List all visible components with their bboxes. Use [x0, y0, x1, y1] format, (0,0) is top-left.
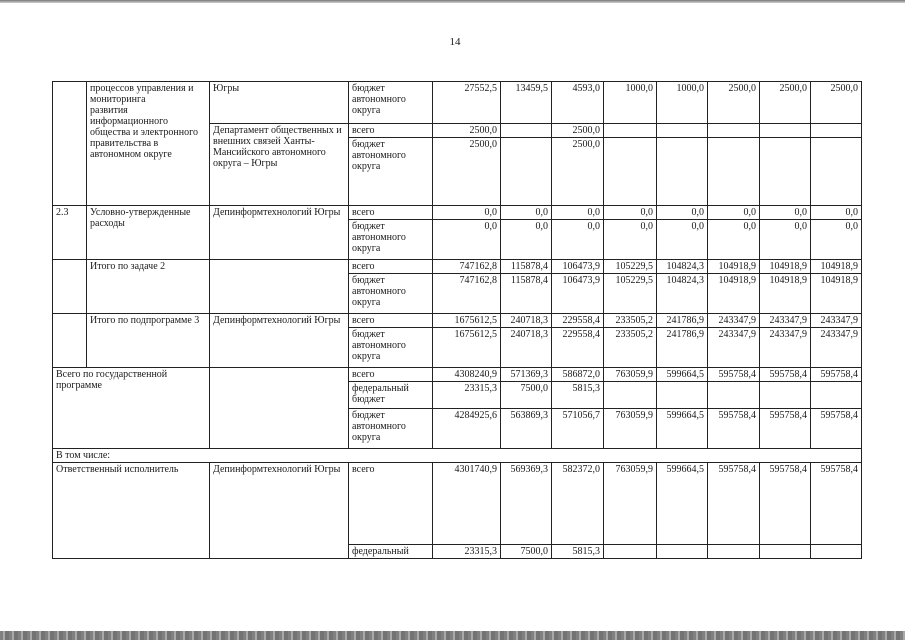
value-cell: 241786,9: [657, 314, 708, 328]
value-cell: 243347,9: [760, 314, 811, 328]
value-cell: 0,0: [552, 220, 604, 260]
funding-source-cell: бюджет автономного округа: [349, 138, 433, 206]
value-cell: 243347,9: [811, 328, 862, 368]
measure-name-cell: Условно-утвержденные расходы: [87, 206, 210, 260]
table-row: [53, 314, 862, 328]
value-cell: 243347,9: [708, 328, 760, 368]
scan-top-edge: [0, 0, 905, 3]
value-cell: [604, 124, 657, 138]
value-cell: 763059,9: [604, 463, 657, 545]
value-cell: 763059,9: [604, 368, 657, 382]
value-cell: [708, 138, 760, 206]
value-cell: 2500,0: [760, 82, 811, 124]
executor-cell: [210, 260, 349, 314]
value-cell: 595758,4: [708, 463, 760, 545]
value-cell: 104918,9: [708, 260, 760, 274]
value-cell: 4308240,9: [433, 368, 501, 382]
value-cell: 104824,3: [657, 274, 708, 314]
value-cell: 229558,4: [552, 328, 604, 368]
executor-cell: Депинформтехнологий Югры: [210, 314, 349, 368]
value-cell: 241786,9: [657, 328, 708, 368]
value-cell: [760, 138, 811, 206]
value-cell: 1000,0: [657, 82, 708, 124]
value-cell: 4301740,9: [433, 463, 501, 545]
value-cell: [501, 138, 552, 206]
value-cell: 0,0: [552, 206, 604, 220]
value-cell: 104918,9: [708, 274, 760, 314]
table-row: [53, 463, 862, 545]
value-cell: [604, 382, 657, 409]
value-cell: 243347,9: [760, 328, 811, 368]
value-cell: 563869,3: [501, 409, 552, 449]
value-cell: 569369,3: [501, 463, 552, 545]
value-cell: [708, 382, 760, 409]
value-cell: 7500,0: [501, 382, 552, 409]
value-cell: 582372,0: [552, 463, 604, 545]
value-cell: [604, 545, 657, 559]
value-cell: 595758,4: [760, 368, 811, 382]
value-cell: 0,0: [760, 206, 811, 220]
value-cell: 104918,9: [760, 274, 811, 314]
value-cell: 0,0: [604, 206, 657, 220]
value-cell: 104918,9: [811, 260, 862, 274]
value-cell: 2500,0: [552, 124, 604, 138]
value-cell: [657, 138, 708, 206]
funding-source-cell: федеральный бюджет: [349, 382, 433, 409]
funding-source-cell: федеральный: [349, 545, 433, 559]
value-cell: 23315,3: [433, 545, 501, 559]
total-label-cell: Всего по государственной программе: [53, 368, 210, 449]
value-cell: 233505,2: [604, 328, 657, 368]
funding-source-cell: бюджет автономного округа: [349, 274, 433, 314]
value-cell: 0,0: [811, 206, 862, 220]
funding-source-cell: бюджет автономного округа: [349, 82, 433, 124]
value-cell: 747162,8: [433, 274, 501, 314]
executor-cell: Департамент общественных и внешних связей Ханты-Мансийского автономного округа – Югры: [210, 124, 349, 206]
value-cell: 240718,3: [501, 314, 552, 328]
value-cell: 595758,4: [708, 409, 760, 449]
table-row: [53, 82, 862, 124]
value-cell: 595758,4: [811, 463, 862, 545]
table-row: [53, 206, 862, 220]
value-cell: 105229,5: [604, 260, 657, 274]
measure-name-cell: Итого по подпрограмме 3: [87, 314, 210, 368]
value-cell: 2500,0: [433, 124, 501, 138]
value-cell: [760, 382, 811, 409]
funding-source-cell: всего: [349, 206, 433, 220]
value-cell: 0,0: [708, 220, 760, 260]
value-cell: 4593,0: [552, 82, 604, 124]
funding-source-cell: всего: [349, 314, 433, 328]
value-cell: 599664,5: [657, 368, 708, 382]
executor-cell: Югры: [210, 82, 349, 124]
value-cell: 571369,3: [501, 368, 552, 382]
value-cell: 4284925,6: [433, 409, 501, 449]
value-cell: 106473,9: [552, 274, 604, 314]
value-cell: 105229,5: [604, 274, 657, 314]
budget-table: [52, 81, 862, 559]
scan-bottom-edge: [0, 631, 905, 640]
measure-name-cell: Итого по задаче 2: [87, 260, 210, 314]
value-cell: 747162,8: [433, 260, 501, 274]
value-cell: 240718,3: [501, 328, 552, 368]
row-number-cell: [53, 82, 87, 206]
value-cell: 243347,9: [811, 314, 862, 328]
value-cell: 243347,9: [708, 314, 760, 328]
value-cell: [604, 138, 657, 206]
funding-source-cell: всего: [349, 124, 433, 138]
value-cell: [760, 545, 811, 559]
value-cell: [708, 545, 760, 559]
value-cell: 0,0: [501, 220, 552, 260]
value-cell: 763059,9: [604, 409, 657, 449]
value-cell: 1000,0: [604, 82, 657, 124]
table-row: [53, 449, 862, 463]
value-cell: [657, 124, 708, 138]
funding-source-cell: всего: [349, 463, 433, 545]
value-cell: [811, 545, 862, 559]
funding-source-cell: бюджет автономного округа: [349, 409, 433, 449]
value-cell: [811, 124, 862, 138]
value-cell: 233505,2: [604, 314, 657, 328]
value-cell: 1675612,5: [433, 328, 501, 368]
value-cell: 2500,0: [552, 138, 604, 206]
value-cell: 0,0: [811, 220, 862, 260]
value-cell: 0,0: [433, 220, 501, 260]
value-cell: [760, 124, 811, 138]
value-cell: 0,0: [657, 206, 708, 220]
responsible-executor-label-cell: Ответственный исполнитель: [53, 463, 210, 559]
value-cell: [501, 124, 552, 138]
value-cell: 27552,5: [433, 82, 501, 124]
value-cell: 599664,5: [657, 463, 708, 545]
value-cell: 0,0: [501, 206, 552, 220]
measure-name-part2: развития информационного общества и электронного правительства в автономном округе: [90, 105, 198, 160]
value-cell: [811, 382, 862, 409]
value-cell: 595758,4: [708, 368, 760, 382]
value-cell: 106473,9: [552, 260, 604, 274]
value-cell: 595758,4: [760, 463, 811, 545]
measure-name-cell: [87, 82, 210, 206]
page-number: 14: [449, 36, 461, 48]
value-cell: 115878,4: [501, 274, 552, 314]
value-cell: [811, 138, 862, 206]
value-cell: 595758,4: [811, 368, 862, 382]
funding-source-cell: бюджет автономного округа: [349, 328, 433, 368]
subsection-label-cell: В том числе:: [53, 449, 862, 463]
value-cell: 2500,0: [811, 82, 862, 124]
value-cell: 13459,5: [501, 82, 552, 124]
value-cell: 104918,9: [811, 274, 862, 314]
funding-source-cell: всего: [349, 260, 433, 274]
table-row: [53, 368, 862, 382]
value-cell: 2500,0: [708, 82, 760, 124]
value-cell: 7500,0: [501, 545, 552, 559]
table-row: [53, 260, 862, 274]
value-cell: 0,0: [604, 220, 657, 260]
value-cell: 595758,4: [811, 409, 862, 449]
value-cell: 0,0: [708, 206, 760, 220]
value-cell: 229558,4: [552, 314, 604, 328]
value-cell: [657, 545, 708, 559]
value-cell: 5815,3: [552, 545, 604, 559]
row-number-cell: 2.3: [53, 206, 87, 260]
value-cell: 5815,3: [552, 382, 604, 409]
value-cell: 586872,0: [552, 368, 604, 382]
value-cell: 2500,0: [433, 138, 501, 206]
measure-name-part1: процессов управления и мониторинга: [90, 83, 194, 105]
value-cell: 115878,4: [501, 260, 552, 274]
funding-source-cell: бюджет автономного округа: [349, 220, 433, 260]
value-cell: 571056,7: [552, 409, 604, 449]
executor-cell: Депинформтехнологий Югры: [210, 463, 349, 559]
executor-cell: Депинформтехнологий Югры: [210, 206, 349, 260]
value-cell: [708, 124, 760, 138]
value-cell: 104824,3: [657, 260, 708, 274]
value-cell: 104918,9: [760, 260, 811, 274]
value-cell: 0,0: [760, 220, 811, 260]
funding-source-cell: всего: [349, 368, 433, 382]
value-cell: [657, 382, 708, 409]
value-cell: 599664,5: [657, 409, 708, 449]
value-cell: 0,0: [657, 220, 708, 260]
value-cell: 0,0: [433, 206, 501, 220]
row-number-cell: [53, 314, 87, 368]
value-cell: 1675612,5: [433, 314, 501, 328]
executor-cell: [210, 368, 349, 449]
value-cell: 595758,4: [760, 409, 811, 449]
row-number-cell: [53, 260, 87, 314]
value-cell: 23315,3: [433, 382, 501, 409]
